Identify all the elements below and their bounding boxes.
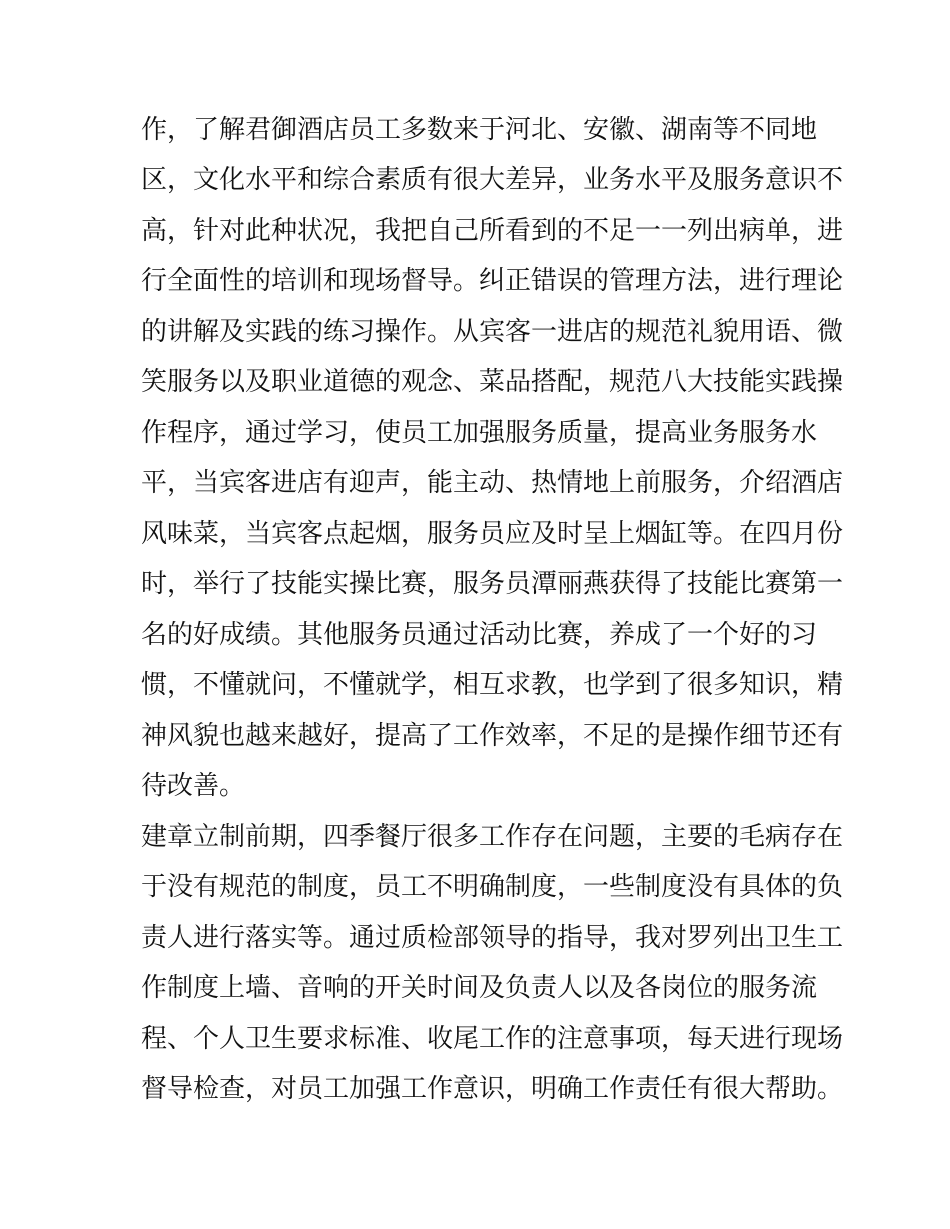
text-line: 督导检查，对员工加强工作意识，明确工作责任有很大帮助。: [141, 1074, 844, 1104]
text-line: 责人进行落实等。通过质检部领导的指导，我对罗列出卫生工: [141, 923, 844, 953]
text-line: 于没有规范的制度，员工不明确制度，一些制度没有具体的负: [141, 872, 844, 902]
text-line: 平，当宾客进店有迎声，能主动、热情地上前服务，介绍酒店: [141, 468, 844, 498]
text-line: 时，举行了技能实操比赛，服务员潭丽燕获得了技能比赛第一: [141, 569, 844, 599]
text-line: 的讲解及实践的练习操作。从宾客一进店的规范礼貌用语、微: [141, 317, 844, 347]
text-line: 高，针对此种状况，我把自己所看到的不足一一列出病单，进: [141, 216, 844, 246]
text-line: 程、个人卫生要求标准、收尾工作的注意事项，每天进行现场: [141, 1024, 844, 1054]
text-line: 待改善。: [141, 771, 246, 801]
text-line: 名的好成绩。其他服务员通过活动比赛，养成了一个好的习: [141, 620, 818, 650]
text-line: 风味菜，当宾客点起烟，服务员应及时呈上烟缸等。在四月份: [141, 519, 844, 549]
text-line: 作制度上墙、音响的开关时间及负责人以及各岗位的服务流: [141, 973, 818, 1003]
text-line: 惯，不懂就问，不懂就学，相互求教，也学到了很多知识，精: [141, 670, 844, 700]
text-line: 区，文化水平和综合素质有很大差异，业务水平及服务意识不: [141, 165, 844, 195]
text-line: 神风貌也越来越好，提高了工作效率，不足的是操作细节还有: [141, 721, 844, 751]
text-line: 笑服务以及职业道德的观念、菜品搭配，规范八大技能实践操: [141, 367, 844, 397]
text-line: 作，了解君御酒店员工多数来于河北、安徽、湖南等不同地: [141, 115, 818, 145]
text-line: 作程序，通过学习，使员工加强服务质量，提高业务服务水: [141, 418, 818, 448]
text-line: 建章立制前期，四季餐厅很多工作存在问题，主要的毛病存在: [141, 822, 844, 852]
text-line: 行全面性的培训和现场督导。纠正错误的管理方法，进行理论: [141, 266, 844, 296]
